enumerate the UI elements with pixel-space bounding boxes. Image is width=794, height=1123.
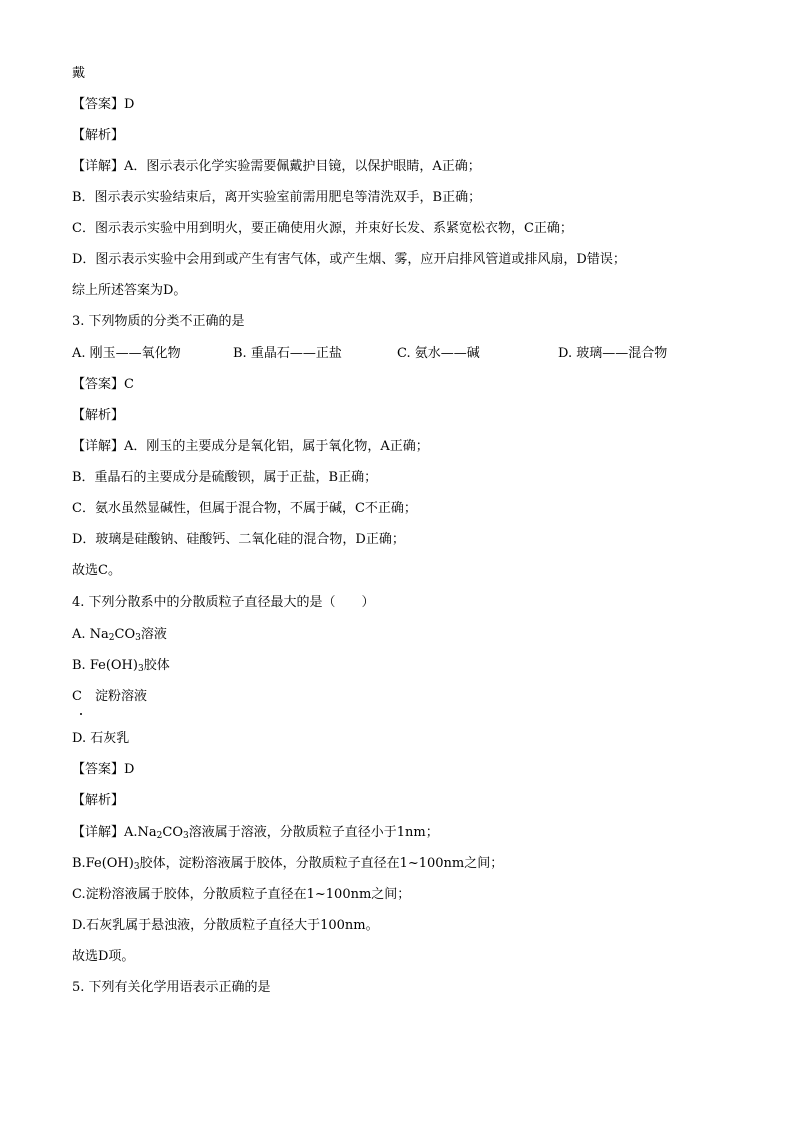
q4-option-d: D. 石灰乳 <box>72 731 130 746</box>
q3-option-a: A. 刚玉——氧化物 <box>72 346 181 361</box>
q4-summary: 故选D项。 <box>72 949 135 964</box>
subscript: 3 <box>183 831 189 841</box>
q2-detail-d: D．图示表示实验中会用到或产生有害气体，或产生烟、雾，应开启排风管道或排风扇，D错误； <box>72 252 626 267</box>
q3-option-c: C. 氨水——碱 <box>397 346 480 361</box>
q4-detail-b <box>72 856 503 872</box>
q4-detail-a <box>72 825 439 841</box>
text-fragment: CO <box>162 825 183 840</box>
q2-detail-c: C．图示表示实验中用到明火，要正确使用火源，并束好长发、系紧宽松衣物，C正确； <box>72 221 573 236</box>
text-fragment: B.Fe(OH) <box>72 856 134 871</box>
stray-dot-mark <box>80 713 82 715</box>
q4-detail-c: C.淀粉溶液属于胶体，分散质粒子直径在1~100nm之间； <box>72 887 411 902</box>
q2-detail-b: B．图示表示实验结束后，离开实验室前需用肥皂等清洗双手，B正确； <box>72 190 482 205</box>
answer-q3: 【答案】C <box>72 377 134 392</box>
subscript: 3 <box>133 862 140 872</box>
q4-option-c: C 淀粉溶液 <box>72 689 147 704</box>
text-fragment: B. Fe(OH) <box>72 658 138 673</box>
question-3: 3. 下列物质的分类不正确的是 <box>72 314 245 329</box>
analysis-heading-q4: 【解析】 <box>72 793 125 808</box>
text-fragment: CO <box>114 627 136 642</box>
text-fragment: A. Na <box>72 627 109 642</box>
analysis-heading-q3: 【解析】 <box>72 408 125 423</box>
text-fragment: 胶体，淀粉溶液属于胶体，分散质粒子直径在1~100nm之间； <box>139 856 504 871</box>
q4-option-a <box>72 627 167 643</box>
answer-q4: 【答案】D <box>72 762 135 777</box>
q4-detail-d: D.石灰乳属于悬浊液，分散质粒子直径大于100nm。 <box>72 918 379 933</box>
q2-detail-a: 【详解】A．图示表示化学实验需要佩戴护目镜，以保护眼睛，A正确； <box>72 159 481 174</box>
subscript: 3 <box>137 664 144 674</box>
text-fragment: 溶液属于溶液，分散质粒子直径小于1nm； <box>188 825 439 840</box>
q3-option-d: D. 玻璃——混合物 <box>558 346 668 361</box>
q4-option-b <box>72 658 170 674</box>
question-5: 5. 下列有关化学用语表示正确的是 <box>72 980 271 995</box>
q3-detail-d: D．玻璃是硅酸钠、硅酸钙、二氧化硅的混合物，D正确； <box>72 532 405 547</box>
text-fragment: 溶液 <box>140 627 167 642</box>
q2-summary: 综上所述答案为D。 <box>72 283 187 298</box>
subscript: 2 <box>156 831 163 841</box>
continuation-text: 戴 <box>72 66 86 81</box>
q3-option-b: B. 重晶石——正盐 <box>233 346 342 361</box>
text-fragment: 胶体 <box>143 658 170 673</box>
q3-summary: 故选C。 <box>72 563 121 578</box>
question-4: 4. 下列分散系中的分散质粒子直径最大的是（ ） <box>72 595 375 610</box>
subscript: 2 <box>108 633 115 643</box>
q3-detail-c: C．氨水虽然显碱性，但属于混合物，不属于碱，C不正确； <box>72 501 417 516</box>
subscript: 3 <box>135 633 141 643</box>
answer-q2: 【答案】D <box>72 97 135 112</box>
q3-detail-a: 【详解】A．刚玉的主要成分是氧化铝，属于氧化物，A正确； <box>72 439 429 454</box>
analysis-heading-q2: 【解析】 <box>72 128 125 143</box>
q3-detail-b: B．重晶石的主要成分是硫酸钡，属于正盐，B正确； <box>72 470 378 485</box>
text-fragment: 【详解】A.Na <box>72 825 157 840</box>
